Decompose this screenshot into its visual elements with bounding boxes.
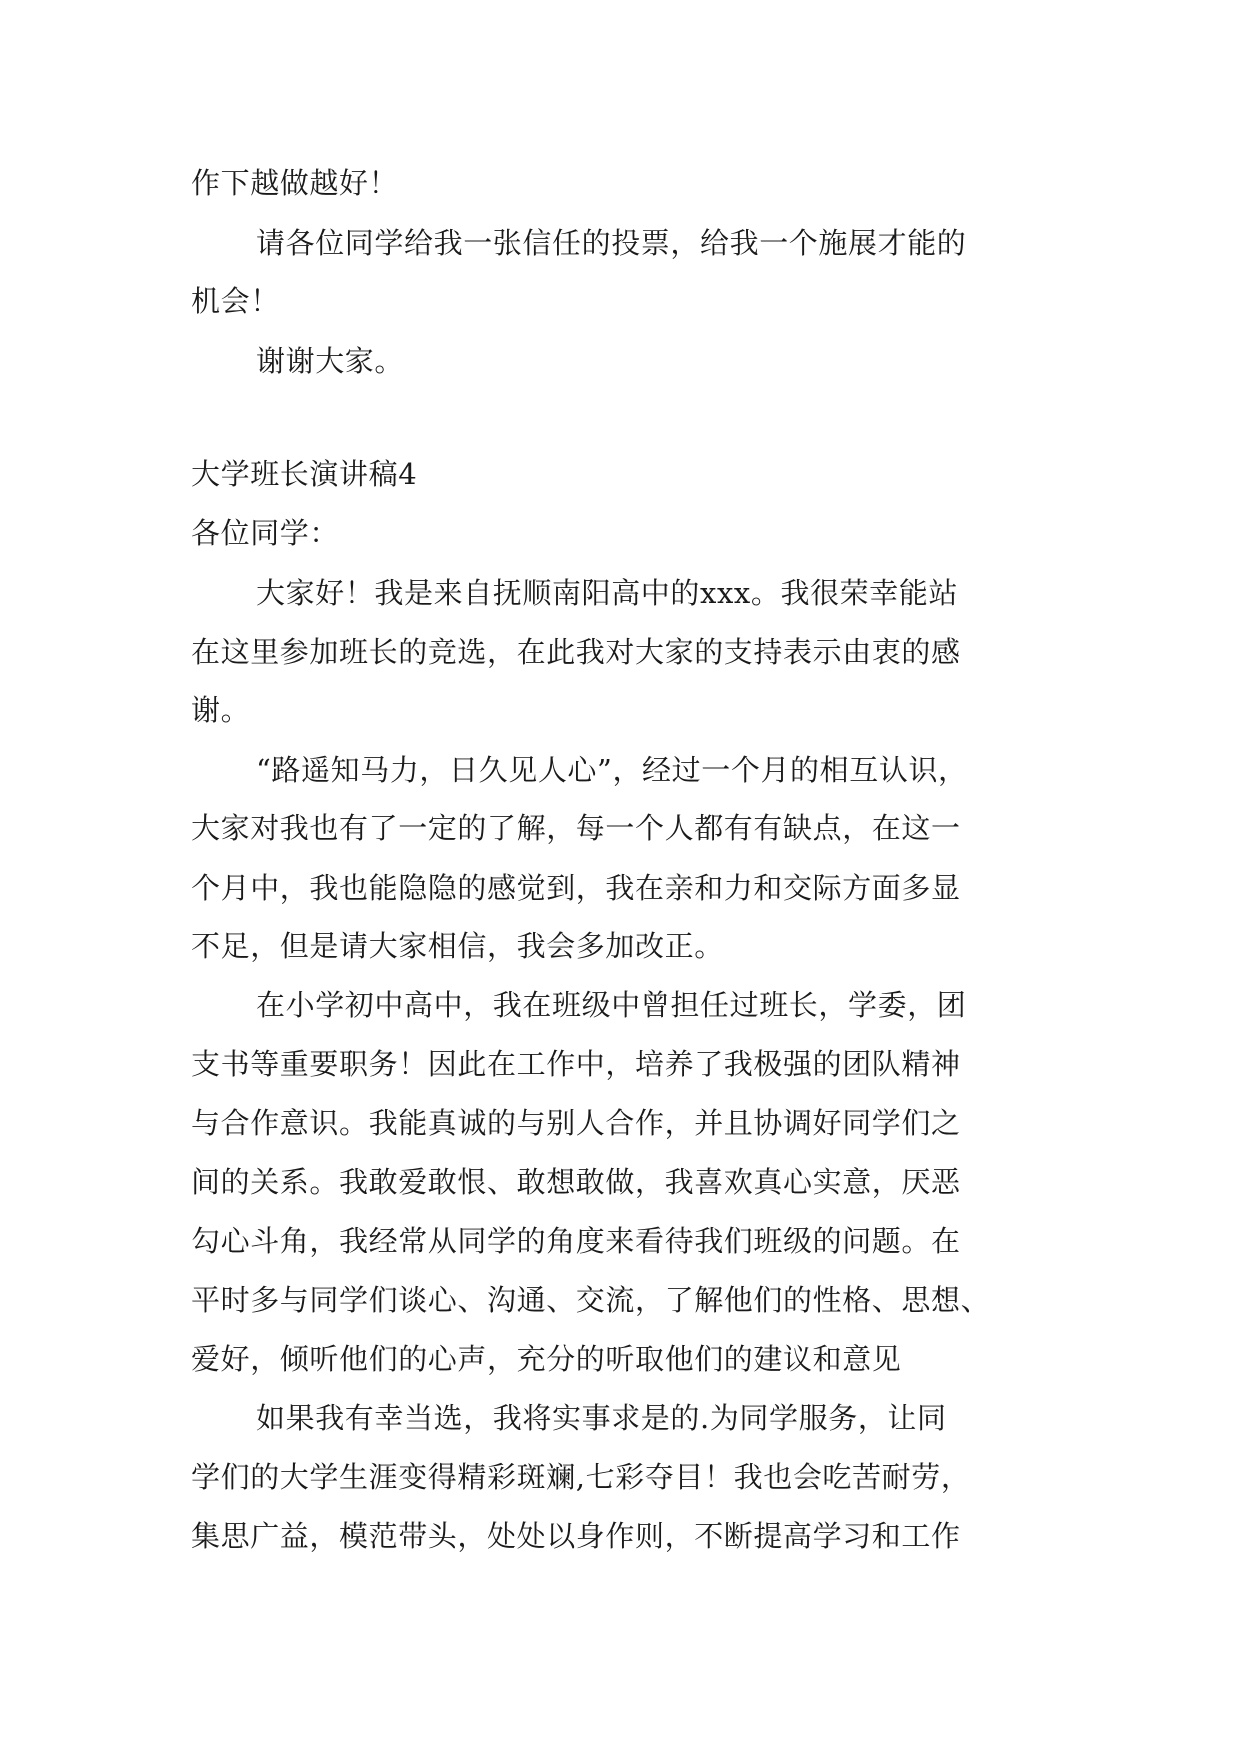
text-line: 支书等重要职务！因此在工作中，培养了我极强的团队精神 (191, 1047, 961, 1081)
text-line: 请各位同学给我一张信任的投票，给我一个施展才能的 (256, 226, 967, 260)
text-line: “路遥知马力，日久见人心”，经过一个月的相互认识， (256, 753, 968, 787)
text-line: 机会！ (191, 284, 280, 318)
section-heading: 大学班长演讲稿4 (191, 457, 418, 491)
text-line: 大家好！我是来自抚顺南阳高中的xxx。我很荣幸能站 (256, 576, 959, 610)
text-line: 谢。 (191, 693, 251, 727)
text-line: 学们的大学生涯变得精彩斑斓,七彩夺目！我也会吃苦耐劳， (191, 1460, 971, 1494)
text-line: 勾心斗角，我经常从同学的角度来看待我们班级的问题。在 (191, 1224, 961, 1258)
text-line: 不足，但是请大家相信，我会多加改正。 (191, 929, 724, 963)
text-line: 大家对我也有了一定的了解，每一个人都有有缺点，在这一 (191, 811, 961, 845)
salutation: 各位同学： (191, 516, 340, 550)
text-line: 谢谢大家。 (256, 344, 405, 378)
text-line: 在这里参加班长的竞选，在此我对大家的支持表示由衷的感 (191, 635, 961, 669)
text-line: 间的关系。我敢爱敢恨、敢想敢做，我喜欢真心实意，厌恶 (191, 1165, 961, 1199)
text-line: 与合作意识。我能真诚的与别人合作，并且协调好同学们之 (191, 1106, 961, 1140)
text-line: 如果我有幸当选，我将实事求是的.为同学服务，让同 (256, 1401, 947, 1435)
text-line: 平时多与同学们谈心、沟通、交流，了解他们的性格、思想、 (191, 1283, 991, 1317)
text-line: 在小学初中高中，我在班级中曾担任过班长，学委，团 (256, 988, 967, 1022)
text-line: 个月中，我也能隐隐的感觉到，我在亲和力和交际方面多显 (191, 871, 961, 905)
text-line: 爱好，倾听他们的心声，充分的听取他们的建议和意见 (191, 1342, 902, 1376)
text-line: 作下越做越好！ (191, 166, 399, 200)
text-line: 集思广益，模范带头，处处以身作则，不断提高学习和工作 (191, 1519, 961, 1553)
